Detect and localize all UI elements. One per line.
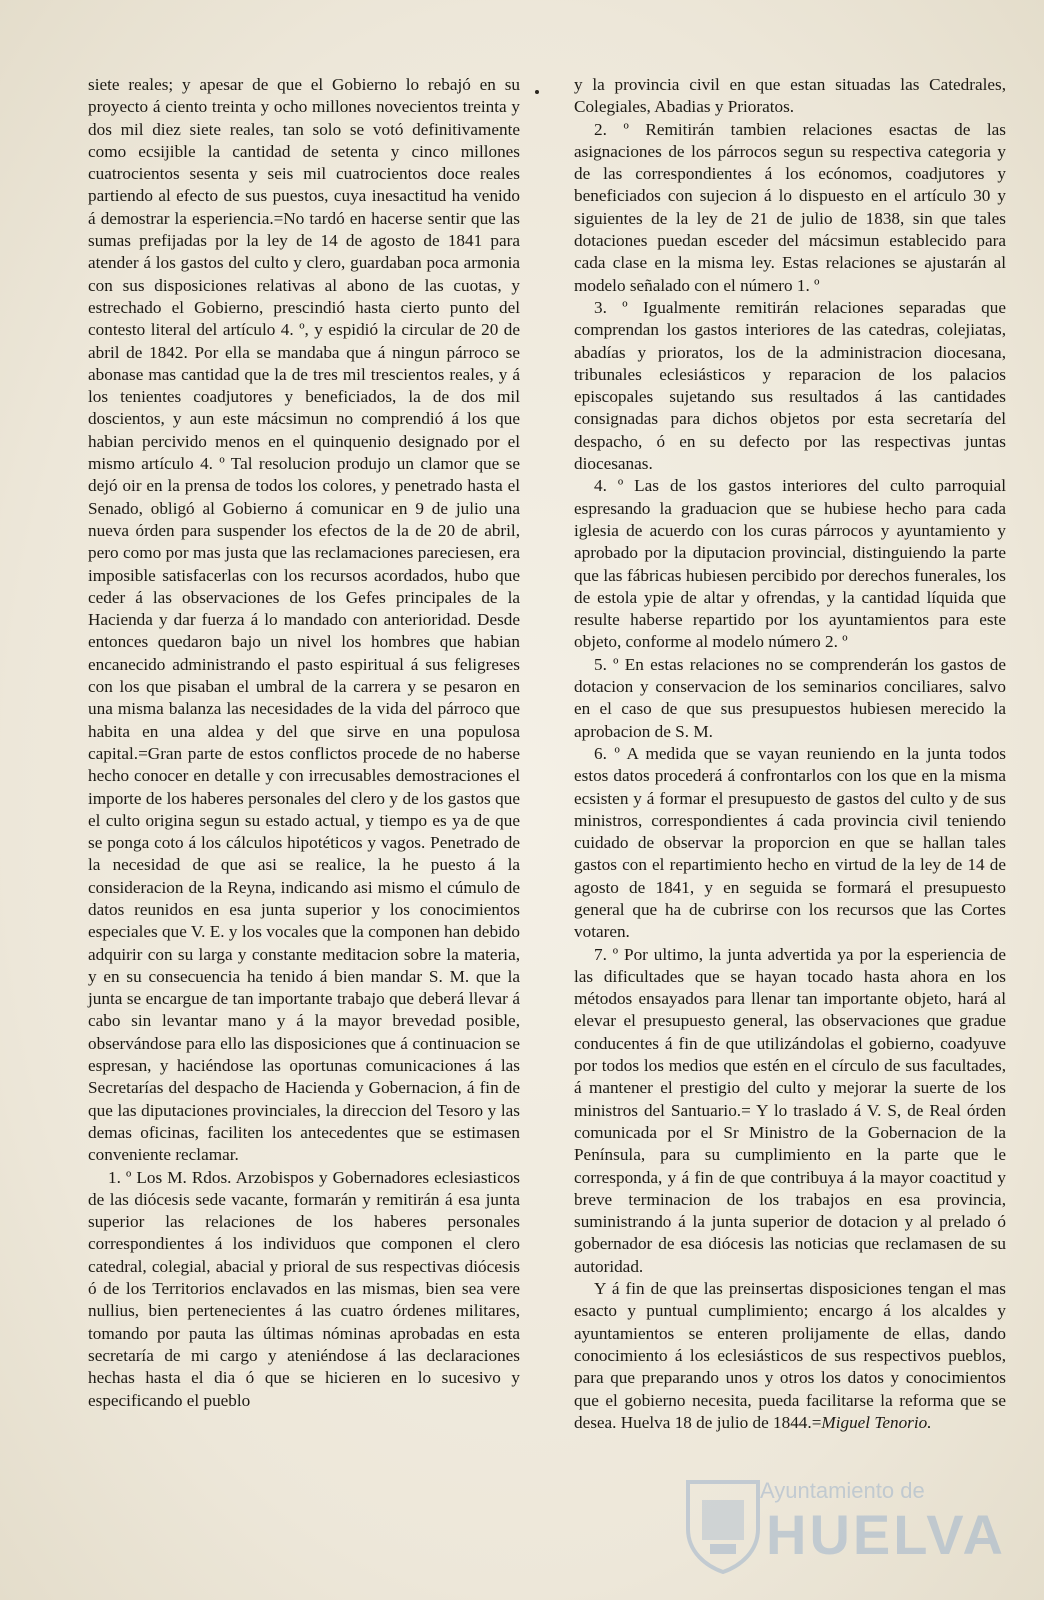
signature: Miguel Tenorio. — [821, 1412, 932, 1432]
left-paragraph-main: siete reales; y apesar de que el Gobierno lo rebajó en su proyecto á ciento treinta y ocho millones novecientos treinta y dos mil diez siete reales, tan solo se votó definitivamente como ecsijible la cantidad de setenta y cinco millones cuatrocientos sesenta y seis mil cuatrocientos doce reales partiendo al efecto de sus puestos, cuya inesactitud ha venido á demostrar la esperiencia.=No tardó en hacerse sentir que las sumas prefijadas por la ley de 14 de agosto de 1841 para atender á los gastos del culto y clero, guardaban poca armonia con sus disposiciones relativas al abono de las cuotas, y estrechado el Gobierno, prescindió hasta cierto punto del contesto literal del artículo 4. º, y espidió la circular de 20 de abril de 1842. Por ella se mandaba que á ningun párroco se abonase mas cantidad que la de tres mil trescientos reales, y á los tenientes coadjutores y beneficiados, la de dos mil doscientos, y aun este mácsimun no comprendió á los que habian percivido menos en el quinquenio designado por el mismo artículo 4. º Tal resolucion produjo un clamor que se dejó oir en la prensa de todos los colores, y penetrado hasta el Senado, obligó al Gobierno á comunicar en 9 de julio una nueva órden para suspender los efectos de la de 20 de abril, pero como por mas justa que las reclamaciones pareciesen, era imposible satisfacerlas con los recursos acordados, hubo que ceder á las observaciones de los Gefes principales de la Hacienda y dar fuerza á lo mandado con anterioridad. Desde entonces quedaron bajo un nivel los hombres que habian encanecido administrando el pasto espiritual á sus feligreses con los que pisaban el umbral de la carrera y se pesaron en una misma balanza las necesidades de la vida del párroco que habita en una aldea y del que sirve en una populosa capital.=Gran parte de estos conflictos procede de no haberse hecho conocer en detalle y con irrecusables demostraciones el importe de los haberes personales del clero y de los gastos que el culto origina segun su estado actual, y tiempo es ya de que se ponga coto á los cálculos hipotéticos y vagos. Penetrado de la necesidad de que asi se realice, la he puesto á la consideracion de la Reyna, indicando asi mismo el cúmulo de datos reunidos en esa junta superior y los conocimientos especiales que V. E. y los vocales que la componen han debido adquirir con su larga y constante meditacion sobre la materia, y en su consecuencia ha tenido á bien mandar S. M. que la junta se encargue de tan importante trabajo que deberá llevar á cabo sin levantar mano y á la mayor brevedad posible, observándose para ello las disposiciones que á continuacion se espresan, y haciéndose las oportunas comunicaciones á las Secretarías del despacho de Hacienda y Gobernacion, á fin de que las diputaciones provinciales, la direccion del Tesoro y las demas oficinas, faciliten los antecedentes que se estimasen conveniente reclamar. — [88, 75, 520, 1165]
provision-1: 1. º Los M. Rdos. Arzobispos y Gobernadores eclesiasticos de las diócesis sede vacante, formarán y remitirán á esa junta superior las relaciones de los haberes personales correspondientes á los individuos que componen el clero catedral, colegial, abacial y prioral de sus respectivas diócesis ó de los Territorios enclavados en las mismas, bien sea vere nullius, bien pertenecientes á las cuatro órdenes militares, tomando por pauta las últimas nóminas aprobadas en esta secretaría de mi cargo y ateniéndose á las declaraciones hechas hasta el dia ó que se hicieren en lo sucesivo y especificando el pueblo — [88, 1167, 520, 1410]
provision-4: 4. º Las de los gastos interiores del culto parroquial espresando la graduacion que se hubiese hecho para cada iglesia de acuerdo con los curas párrocos y ayuntamiento y aprobado por la diputacion provincial, distinguiendo la parte que las fábricas hubiesen percibido por derechos funerales, los de estola ypie de altar y ofrendas, y la cantidad líquida que resulte haberse repartido por los ayuntamientos para este objeto, conforme al modelo número 2. º — [574, 476, 1006, 652]
provision-7: 7. º Por ultimo, la junta advertida ya por la esperiencia de las dificultades que se hayan tocado hasta ahora en los métodos ensayados para llenar tan importante objeto, hará al elevar el presupuesto general, las observaciones que gradue conducentes á fin de que utilizándolas el gobierno, coadyuve por todos los medios que estén en el círculo de sus facultades, á mantener el prestigio del culto y mejorar la suerte de los ministros del Santuario.= Y lo traslado á V. S, de Real órden comunicada por el Sr Ministro de la Gobernacion de la Península, para su cumplimiento en la parte que le corresponda, y á fin de que contribuya á la mayor coactitud y breve terminacion de los trabajos en esa provincia, suministrando á la junta superior de dotacion y al prelado ó gobernador de esa diócesis las noticias que reclamasen de su autoridad. — [574, 944, 1006, 1276]
watermark-line2: HUELVA — [766, 1503, 1006, 1566]
city-shield-icon — [680, 1474, 766, 1574]
provision-3: 3. º Igualmente remitirán relaciones separadas que comprendan los gastos interiores de las catedras, colejiatas, abadías y prioratos, los de la administracion diocesana, tribunales eclesiásticos y reparacion de los palacios episcopales sujetando sus resultados á las cantidades consignadas para dichos objetos por esta secretaría del despacho, ó en su defecto por las respectivas juntas diocesanas. — [574, 297, 1006, 474]
right-column — [574, 74, 1006, 1434]
closing-text: Y á fin de que las preinsertas disposiciones tengan el mas esacto y puntual cumplimiento; encargo á los alcaldes y ayuntamientos se enteren prolijamente de ellas, dando conocimiento á los eclesiásticos de sus respectivos pueblos, para que preparando unos y otros los datos y conocimientos que el gobierno necesita, pueda facilitarse la reforma que se desea. Huelva 18 de julio de 1844.= — [574, 1279, 1006, 1432]
provision-6: 6. º A medida que se vayan reuniendo en la junta todos estos datos procederá á confrontarlos con los que en la misma ecsisten y á formar el presupuesto de gastos del culto y de sus ministros, correspondientes á cada provincia civil teniendo cuidado de observar la proporcion en que se hallan tales gastos con el repartimiento hecho en virtud de la ley de 14 de agosto de 1841, y en seguida se formará el presupuesto general que ha de cubrirse con los recursos que las Cortes votaren. — [574, 743, 1006, 942]
right-paragraph-continuation: y la provincia civil en que estan situadas las Catedrales, Colegiales, Abadias y Prioratos. — [574, 75, 1006, 117]
provision-2: 2. º Remitirán tambien relaciones esactas de las asignaciones de los párrocos segun su respectiva categoria y de las correspondientes á los ecónomos, coadjutores y beneficiados con sujecion á lo dispuesto en el artículo 30 y siguientes de la ley de 21 de julio de 1838, sin que tales dotaciones puedan esceder del mácsimun establecido para cada clase en la misma ley. Estas relaciones se ajustarán al modelo señalado con el número 1. º — [574, 119, 1006, 295]
archive-watermark — [680, 1468, 1006, 1578]
column-divider-mark — [535, 90, 539, 94]
closing-paragraph — [574, 1278, 1006, 1434]
left-column — [88, 74, 520, 1412]
watermark-line1: Ayuntamiento de — [760, 1478, 925, 1503]
provision-5: 5. º En estas relaciones no se comprenderán los gastos de dotacion y conservacion de los seminarios conciliares, salvo en el caso de que sus presupuestos hubiesen merecido la aprobacion de S. M. — [574, 654, 1006, 741]
